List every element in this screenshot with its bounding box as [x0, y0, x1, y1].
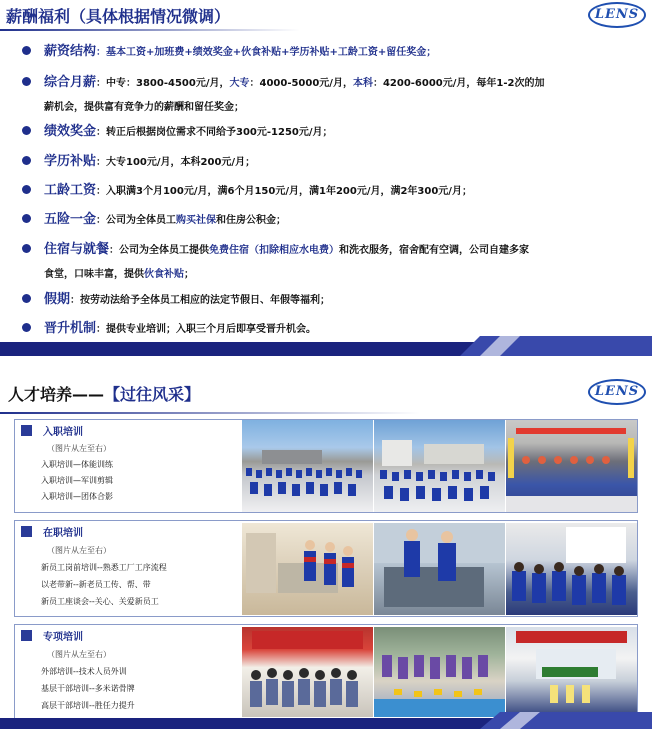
- caption-sub: （图片从左至右）: [47, 650, 111, 659]
- item-text: ；: [184, 269, 194, 280]
- item-text: ：4000-5000元/月，: [249, 78, 353, 89]
- bullet-icon: [22, 126, 31, 135]
- section-title: [8, 382, 200, 405]
- list-item: [18, 69, 545, 118]
- caption-line: 入职培训—军训剪辑: [41, 476, 113, 485]
- item-text: ：公司为全体员工: [96, 215, 177, 226]
- item-text: 免费住宿（扣除相应水电费）: [209, 245, 340, 256]
- bullet-icon: [22, 244, 31, 253]
- item-text: ：入职满3个月100元/月，满6个月150元/月，满1年200元/月，满2年300元/月；: [96, 186, 472, 197]
- talent-training-section: [0, 372, 652, 729]
- photo-leadership-training: [506, 627, 637, 717]
- lens-logo: LENS: [588, 379, 646, 405]
- training-block-onjob: [14, 520, 638, 617]
- item-text: ：提供专业培训；入职三个月后即享受晋升机会。: [96, 324, 317, 335]
- bullet-icon: [22, 294, 31, 303]
- photo-workshop-process: [242, 523, 373, 615]
- bullet-icon: [22, 214, 31, 223]
- lens-logo: LENS: [588, 2, 646, 28]
- item-head: 晋升机制: [44, 321, 97, 336]
- item-text: ：4200-6000元/月，每年1-2次的加: [372, 78, 545, 89]
- item-text: ：转正后根据岗位需求不同给予300元-1250元/月；: [96, 127, 333, 138]
- item-text: 本科: [352, 78, 373, 89]
- item-text: 伙食补贴: [144, 269, 184, 280]
- caption-line: 入职培训—体能训练: [41, 460, 113, 469]
- item-head: 住宿与就餐: [44, 242, 110, 257]
- salary-benefits-section: [0, 0, 652, 355]
- item-head: 综合月薪: [44, 75, 97, 90]
- section-title-bar: [0, 0, 560, 30]
- list-item: [18, 38, 436, 64]
- item-head: 五险一金: [44, 212, 97, 227]
- item-text: ：按劳动法给予全体员工相应的法定节假日、年假等福利；: [70, 295, 331, 306]
- title-underline: [0, 29, 300, 31]
- photo-domino-training: [374, 627, 505, 717]
- photo-group-photo: [506, 420, 637, 512]
- item-text: 购买社保: [176, 215, 217, 226]
- training-block-special: [14, 624, 638, 719]
- item-text: ：中专：3800-4500元/月，: [96, 78, 230, 89]
- block-name: 入职培训: [43, 427, 83, 438]
- photo-military-training: [374, 420, 505, 512]
- square-icon: [21, 425, 32, 436]
- caption-line: 入职培训—团体合影: [41, 492, 113, 501]
- photo-external-training: [242, 627, 373, 717]
- item-text: ：大专100元/月，本科200元/月；: [96, 157, 256, 168]
- item-text: 薪机会，提供富有竞争力的薪酬和留任奖金；: [44, 102, 244, 113]
- block-name: 专项培训: [43, 632, 83, 643]
- item-text: 食堂，口味丰富，提供: [44, 269, 144, 280]
- item-text: ：公司为全体员工提供: [109, 245, 210, 256]
- list-item: [18, 148, 255, 174]
- training-block-onboarding: [14, 419, 638, 513]
- caption-line: 新员工座谈会--关心、关爱新员工: [41, 597, 159, 606]
- caption-line: 新员工岗前培训--熟悉工厂工序流程: [41, 563, 167, 572]
- list-item: [18, 177, 472, 203]
- item-head: 薪资结构: [44, 44, 97, 59]
- item-head: 学历补贴: [44, 154, 97, 169]
- item-text: 和洗衣服务，宿舍配有空调，公司自建多家: [339, 245, 530, 256]
- title-part: 【过往风采】: [104, 385, 201, 404]
- caption-line: 以老带新--新老员工传、帮、带: [41, 580, 151, 589]
- item-head: 假期: [44, 292, 71, 307]
- list-item: [18, 286, 330, 312]
- list-item: [18, 118, 333, 144]
- decorative-stripe: [0, 336, 652, 356]
- decorative-stripe-bottom: [0, 712, 652, 729]
- list-item: [18, 206, 286, 232]
- bullet-icon: [22, 77, 31, 86]
- bullet-icon: [22, 185, 31, 194]
- square-icon: [21, 526, 32, 537]
- item-head: 绩效奖金: [44, 124, 97, 139]
- title-part: 人才培养——: [8, 385, 105, 404]
- photo-staff-meeting: [506, 523, 637, 615]
- bullet-icon: [22, 156, 31, 165]
- caption-sub: （图片从左至右）: [47, 444, 111, 453]
- caption-line: 高层干部培训--胜任力提升: [41, 701, 135, 710]
- item-head: 工龄工资: [44, 183, 97, 198]
- photo-fitness-training: [242, 420, 373, 512]
- bullet-icon: [22, 46, 31, 55]
- bullet-icon: [22, 323, 31, 332]
- photo-mentoring: [374, 523, 505, 615]
- caption-sub: （图片从左至右）: [47, 546, 111, 555]
- title-underline: [0, 412, 420, 414]
- list-item: [18, 236, 529, 285]
- caption-line: 外部培训--技术人员外训: [41, 667, 127, 676]
- item-text: 大专: [229, 78, 250, 89]
- item-text: ：基本工资+加班费+绩效奖金+伙食补贴+学历补贴+工龄工资+留任奖金；: [96, 47, 437, 58]
- caption-line: 基层干部培训--多米诺骨牌: [41, 684, 135, 693]
- section-title: 薪酬福利（具体根据情况微调）: [6, 7, 231, 26]
- square-icon: [21, 630, 32, 641]
- block-name: 在职培训: [43, 528, 83, 539]
- item-text: 和住房公积金；: [216, 215, 287, 226]
